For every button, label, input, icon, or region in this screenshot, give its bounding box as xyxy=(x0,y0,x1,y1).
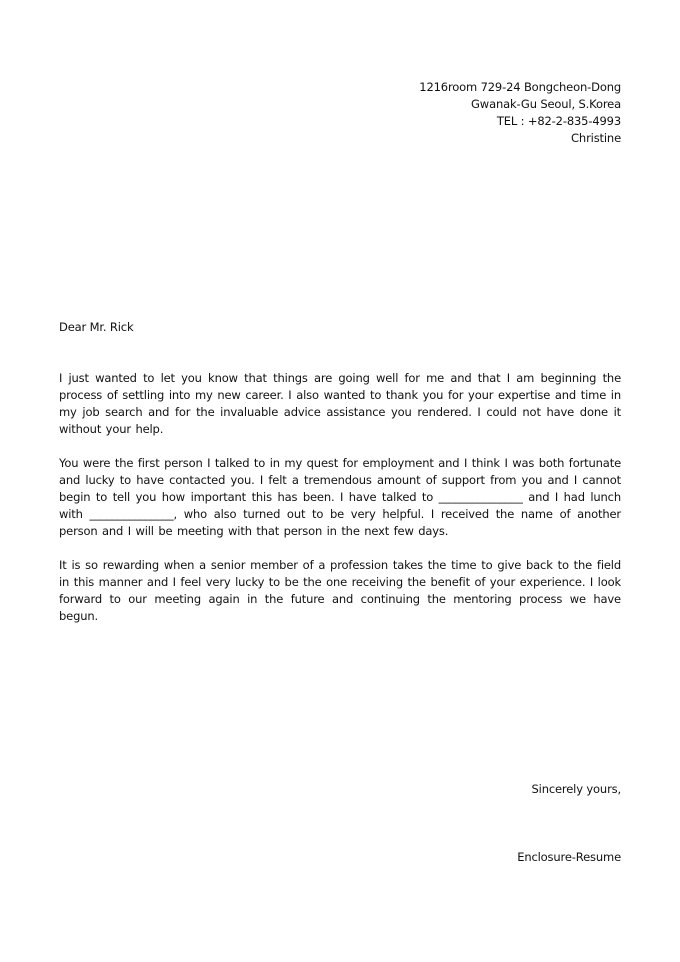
sender-street-address: 1216room 729-24 Bongcheon-Dong xyxy=(419,80,621,94)
body-paragraph-1: I just wanted to let you know that things are going well for me and that I am beginning the process of settling into my new career. I also wanted to thank you for your expertise and time in my job search and for the invaluable advice assistance you rendered. I could not have done it without your help. xyxy=(59,371,621,436)
sender-phone: TEL : +82-2-835-4993 xyxy=(496,114,621,128)
body-paragraph-3: It is so rewarding when a senior member of a profession takes the time to give back to the field in this manner and I feel very lucky to be the one receiving the benefit of your experience. I look forward to our meeting again in the future and continuing the mentoring process we have begun. xyxy=(59,558,621,623)
sender-name: Christine xyxy=(571,131,621,145)
closing: Sincerely yours, xyxy=(531,782,621,796)
sender-address-block xyxy=(419,79,621,147)
salutation: Dear Mr. Rick xyxy=(59,320,134,334)
sender-city-country: Gwanak-Gu Seoul, S.Korea xyxy=(471,97,621,111)
enclosure-note: Enclosure-Resume xyxy=(517,850,621,864)
letter-body xyxy=(59,370,621,642)
body-paragraph-2: You were the first person I talked to in my quest for employment and I think I was both fortunate and lucky to have contacted you. I felt a tremendous amount of support from you and I cannot begin to tell you how important this has been. I have talked to _______________ and I had lunch with _______________, who also turned out to be very helpful. I received the name of another person and I will be meeting with that person in the next few days. xyxy=(59,456,621,538)
